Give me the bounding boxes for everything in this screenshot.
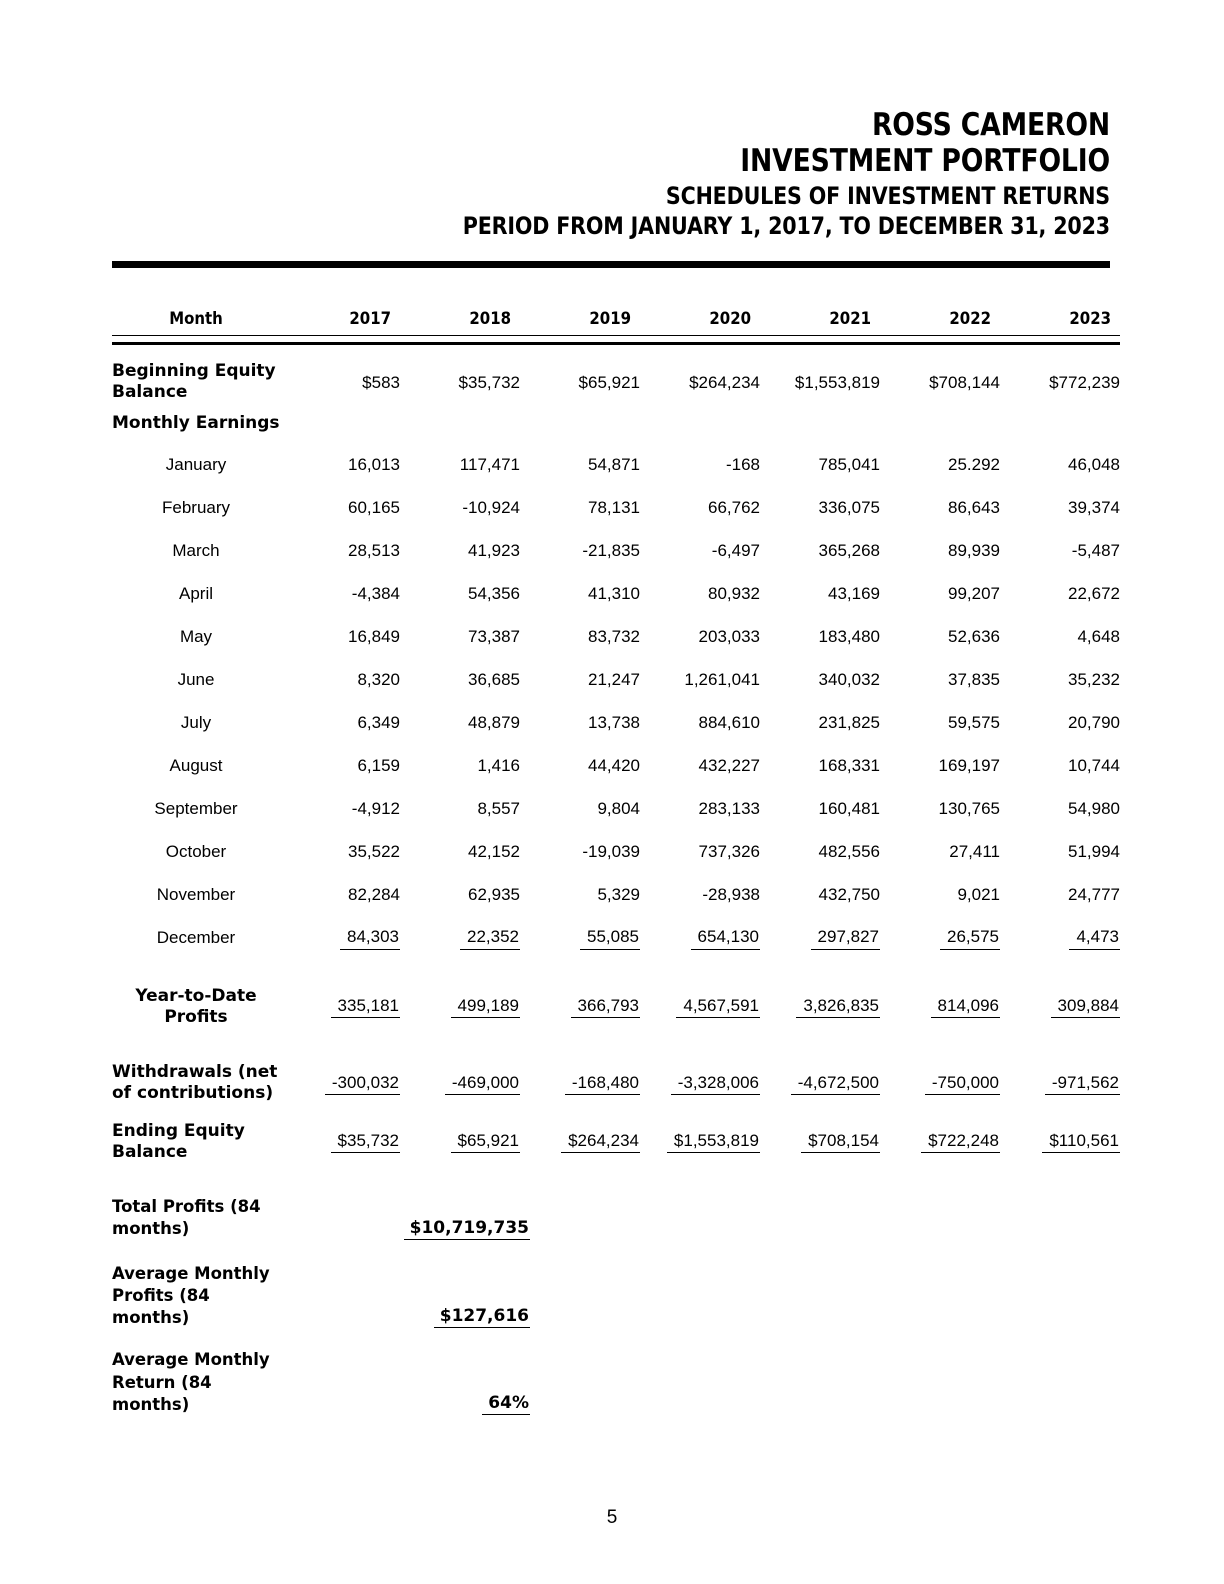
cell-february-2018: -10,924 — [462, 498, 520, 518]
cell-ytd-profits-2017 — [280, 986, 400, 1029]
average-monthly-profits-value: $127,616 — [434, 1306, 530, 1328]
cell-value: -469,000 — [445, 1072, 520, 1095]
summary-totals-block — [112, 1196, 532, 1434]
cell-december-2022 — [880, 917, 1000, 960]
cell-august-2022: 169,197 — [938, 756, 1000, 776]
cell-value: 814,096 — [931, 995, 1000, 1018]
cell-february-2020: 66,762 — [708, 498, 760, 518]
column-header-2017: 2017 — [349, 309, 392, 330]
row-label-line2: of contributions) — [112, 1083, 274, 1104]
cell-value: 26,575 — [940, 926, 1000, 949]
cell-october-2020: 737,326 — [698, 842, 760, 862]
cell-value: $722,248 — [921, 1130, 1000, 1153]
cell-august-2023: 10,744 — [1068, 756, 1120, 776]
cell-value: 366,793 — [571, 995, 640, 1018]
cell-december-2023 — [1000, 917, 1120, 960]
month-label-january: January — [165, 455, 227, 475]
cell-january-2018: 117,471 — [459, 455, 520, 475]
cell-february-2017: 60,165 — [348, 498, 400, 518]
table-row-september — [112, 788, 1120, 831]
cell-value: -750,000 — [925, 1072, 1000, 1095]
cell-march-2020: -6,497 — [711, 541, 760, 561]
month-label-september: September — [154, 799, 238, 819]
cell-value: $65,921 — [451, 1130, 520, 1153]
average-monthly-return-value: 64% — [482, 1393, 530, 1415]
cell-value: -4,672,500 — [791, 1072, 880, 1095]
cell-ending-equity-2017 — [280, 1121, 400, 1164]
cell-value: $35,732 — [331, 1130, 400, 1153]
table-row-withdrawals — [112, 1062, 1120, 1105]
cell-withdrawals-2019 — [520, 1062, 640, 1105]
cell-april-2018: 54,356 — [468, 584, 520, 604]
month-label-june: June — [177, 670, 215, 690]
label-line2: Profits (84 — [112, 1285, 210, 1305]
row-label-ending-equity — [112, 1121, 280, 1164]
cell-may-2021: 183,480 — [818, 627, 880, 647]
cell-ytd-profits-2023 — [1000, 986, 1120, 1029]
cell-october-2017: 35,522 — [348, 842, 400, 862]
cell-withdrawals-2018 — [400, 1062, 520, 1105]
cell-september-2021: 160,481 — [818, 799, 880, 819]
cell-january-2022: 25.292 — [948, 455, 1000, 475]
cell-april-2022: 99,207 — [948, 584, 1000, 604]
table-row-december — [112, 917, 1120, 960]
cell-value: 84,303 — [340, 926, 400, 949]
total-profits-row — [112, 1196, 532, 1241]
spacer — [112, 1105, 1120, 1121]
table-row-february — [112, 487, 1120, 530]
cell-ytd-profits-2019 — [520, 986, 640, 1029]
cell-january-2017: 16,013 — [348, 455, 400, 475]
cell-september-2018: 8,557 — [477, 799, 520, 819]
cell-february-2023: 39,374 — [1068, 498, 1120, 518]
cell-january-2023: 46,048 — [1068, 455, 1120, 475]
total-profits-value-cell — [287, 1218, 532, 1241]
spacer — [112, 345, 1120, 361]
cell-value: -168,480 — [565, 1072, 640, 1095]
cell-withdrawals-2022 — [880, 1062, 1000, 1105]
spacer — [112, 960, 1120, 986]
table-row-april — [112, 573, 1120, 616]
cell-value: 55,085 — [580, 926, 640, 949]
row-label-line2: Profits — [164, 1006, 228, 1027]
cell-november-2018: 62,935 — [468, 885, 520, 905]
table-row-may — [112, 616, 1120, 659]
cell-beginning-equity-2017: $583 — [362, 372, 400, 392]
cell-april-2017: -4,384 — [351, 584, 400, 604]
cell-value: $708,154 — [801, 1130, 880, 1153]
table-row-ytd-profits — [112, 986, 1120, 1029]
cell-withdrawals-2020 — [640, 1062, 760, 1105]
cell-december-2017 — [280, 917, 400, 960]
cell-beginning-equity-2019: $65,921 — [578, 372, 640, 392]
cell-september-2019: 9,804 — [597, 799, 640, 819]
cell-value: 3,826,835 — [796, 995, 880, 1018]
cell-september-2017: -4,912 — [351, 799, 400, 819]
total-profits-label — [112, 1196, 287, 1241]
cell-december-2020 — [640, 917, 760, 960]
cell-october-2019: -19,039 — [582, 842, 640, 862]
cell-june-2018: 36,685 — [468, 670, 520, 690]
cell-october-2023: 51,994 — [1068, 842, 1120, 862]
cell-july-2018: 48,879 — [468, 713, 520, 733]
label-line2: months) — [112, 1219, 190, 1239]
cell-july-2022: 59,575 — [948, 713, 1000, 733]
cell-december-2018 — [400, 917, 520, 960]
month-label-november: November — [156, 885, 236, 905]
cell-may-2017: 16,849 — [348, 627, 400, 647]
cell-beginning-equity-2021: $1,553,819 — [794, 372, 880, 392]
month-label-march: March — [172, 541, 220, 561]
cell-november-2020: -28,938 — [702, 885, 760, 905]
cell-ytd-profits-2022 — [880, 986, 1000, 1029]
cell-value: 297,827 — [811, 926, 880, 949]
row-label-line1: Year-to-Date — [135, 985, 257, 1006]
cell-march-2019: -21,835 — [582, 541, 640, 561]
average-monthly-profits-label — [112, 1263, 287, 1330]
row-label-line1: Withdrawals (net — [112, 1062, 278, 1082]
cell-march-2021: 365,268 — [818, 541, 880, 561]
cell-value: $264,234 — [561, 1130, 640, 1153]
cell-march-2018: 41,923 — [468, 541, 520, 561]
column-header-month: Month — [169, 309, 223, 330]
cell-november-2021: 432,750 — [818, 885, 880, 905]
cell-july-2020: 884,610 — [698, 713, 760, 733]
cell-october-2022: 27,411 — [949, 842, 1000, 862]
period-subtitle: PERIOD FROM JANUARY 1, 2017, TO DECEMBER 31, 2023 — [462, 211, 1110, 240]
cell-value: 4,473 — [1069, 926, 1120, 949]
header-rule — [112, 261, 1110, 268]
cell-value: 654,130 — [691, 926, 760, 949]
portfolio-title: INVESTMENT PORTFOLIO — [740, 142, 1110, 179]
cell-april-2023: 22,672 — [1068, 584, 1120, 604]
section-label-monthly-earnings: Monthly Earnings — [112, 412, 280, 433]
table-row-august — [112, 745, 1120, 788]
cell-september-2022: 130,765 — [938, 799, 1000, 819]
cell-july-2017: 6,349 — [357, 713, 400, 733]
cell-may-2020: 203,033 — [698, 627, 760, 647]
cell-ending-equity-2019 — [520, 1121, 640, 1164]
cell-beginning-equity-2023: $772,239 — [1049, 372, 1120, 392]
cell-november-2022: 9,021 — [957, 885, 1000, 905]
row-label-beginning-equity — [112, 361, 280, 404]
cell-november-2019: 5,329 — [597, 885, 640, 905]
cell-ending-equity-2021 — [760, 1121, 880, 1164]
cell-value: -3,328,006 — [671, 1072, 760, 1095]
row-label-line1: Beginning Equity — [112, 361, 276, 381]
label-line1: Average Monthly — [112, 1263, 270, 1283]
cell-april-2019: 41,310 — [588, 584, 640, 604]
cell-withdrawals-2017 — [280, 1062, 400, 1105]
total-profits-value: $10,719,735 — [404, 1218, 530, 1240]
cell-july-2023: 20,790 — [1068, 713, 1120, 733]
cell-september-2020: 283,133 — [698, 799, 760, 819]
cell-may-2019: 83,732 — [588, 627, 640, 647]
cell-july-2019: 13,738 — [588, 713, 640, 733]
cell-value: 309,884 — [1051, 995, 1120, 1018]
month-label-august: August — [169, 756, 223, 776]
column-header-2019: 2019 — [589, 309, 632, 330]
cell-june-2021: 340,032 — [818, 670, 880, 690]
table-row-october — [112, 831, 1120, 874]
cell-february-2019: 78,131 — [588, 498, 640, 518]
cell-march-2022: 89,939 — [948, 541, 1000, 561]
cell-value: -300,032 — [325, 1072, 400, 1095]
header-double-rule — [112, 335, 1120, 345]
cell-december-2019 — [520, 917, 640, 960]
cell-march-2023: -5,487 — [1071, 541, 1120, 561]
entity-name: ROSS CAMERON — [871, 107, 1110, 143]
cell-value: 335,181 — [331, 995, 400, 1018]
document-header — [112, 108, 1110, 241]
label-line2: Return (84 — [112, 1372, 212, 1392]
cell-beginning-equity-2018: $35,732 — [458, 372, 520, 392]
cell-march-2017: 28,513 — [348, 541, 400, 561]
cell-january-2019: 54,871 — [588, 455, 640, 475]
cell-value: -971,562 — [1045, 1072, 1120, 1095]
cell-april-2020: 80,932 — [708, 584, 760, 604]
cell-june-2023: 35,232 — [1068, 670, 1120, 690]
table-row-june — [112, 659, 1120, 702]
cell-july-2021: 231,825 — [818, 713, 880, 733]
average-monthly-profits-row — [112, 1263, 532, 1330]
table-row-beginning-equity — [112, 361, 1120, 404]
cell-june-2020: 1,261,041 — [684, 670, 760, 690]
average-monthly-return-row — [112, 1349, 532, 1416]
investment-returns-table — [112, 305, 1120, 1163]
cell-value: 22,352 — [460, 926, 520, 949]
cell-december-2021 — [760, 917, 880, 960]
schedule-subtitle: SCHEDULES OF INVESTMENT RETURNS — [665, 181, 1110, 210]
cell-february-2022: 86,643 — [948, 498, 1000, 518]
cell-ending-equity-2023 — [1000, 1121, 1120, 1164]
row-label-line2: Balance — [112, 382, 188, 403]
average-monthly-return-label — [112, 1349, 287, 1416]
cell-june-2017: 8,320 — [357, 670, 400, 690]
cell-ending-equity-2018 — [400, 1121, 520, 1164]
cell-value: $110,561 — [1042, 1130, 1120, 1153]
month-label-may: May — [179, 627, 213, 647]
page-number: 5 — [606, 1507, 618, 1528]
cell-january-2021: 785,041 — [818, 455, 880, 475]
cell-ending-equity-2022 — [880, 1121, 1000, 1164]
column-header-2020: 2020 — [709, 309, 752, 330]
row-label-ytd-profits — [112, 986, 280, 1029]
table-row-ending-equity — [112, 1121, 1120, 1164]
table-row-november — [112, 874, 1120, 917]
row-label-line2: Balance — [112, 1141, 188, 1162]
label-line3: months) — [112, 1394, 190, 1414]
cell-august-2017: 6,159 — [357, 756, 400, 776]
cell-ytd-profits-2018 — [400, 986, 520, 1029]
cell-value: 4,567,591 — [676, 995, 760, 1018]
month-label-april: April — [178, 584, 213, 604]
label-line1: Average Monthly — [112, 1350, 270, 1370]
table-row-monthly-earnings-heading — [112, 404, 1120, 444]
cell-november-2023: 24,777 — [1068, 885, 1120, 905]
cell-june-2022: 37,835 — [948, 670, 1000, 690]
cell-may-2022: 52,636 — [948, 627, 1000, 647]
row-label-line1: Ending Equity — [112, 1120, 245, 1141]
cell-august-2018: 1,416 — [477, 756, 520, 776]
cell-beginning-equity-2022: $708,144 — [929, 372, 1000, 392]
cell-beginning-equity-2020: $264,234 — [689, 372, 760, 392]
cell-april-2021: 43,169 — [828, 584, 880, 604]
column-header-2022: 2022 — [949, 309, 992, 330]
column-header-2023: 2023 — [1069, 309, 1112, 330]
spacer — [112, 1028, 1120, 1062]
month-label-october: October — [165, 842, 227, 862]
month-label-july: July — [180, 713, 212, 733]
month-label-february: February — [161, 498, 231, 518]
cell-value: $1,553,819 — [667, 1130, 760, 1153]
cell-ytd-profits-2021 — [760, 986, 880, 1029]
cell-withdrawals-2021 — [760, 1062, 880, 1105]
column-header-2018: 2018 — [469, 309, 512, 330]
average-monthly-return-value-cell — [287, 1393, 532, 1416]
cell-ytd-profits-2020 — [640, 986, 760, 1029]
table-row-july — [112, 702, 1120, 745]
label-line1: Total Profits (84 — [112, 1197, 261, 1216]
cell-august-2021: 168,331 — [818, 756, 880, 776]
cell-withdrawals-2023 — [1000, 1062, 1120, 1105]
month-label-december: December — [156, 928, 236, 948]
cell-august-2019: 44,420 — [588, 756, 640, 776]
cell-october-2021: 482,556 — [818, 842, 880, 862]
cell-may-2018: 73,387 — [468, 627, 520, 647]
table-row-march — [112, 530, 1120, 573]
cell-november-2017: 82,284 — [348, 885, 400, 905]
row-label-withdrawals — [112, 1062, 280, 1105]
cell-june-2019: 21,247 — [588, 670, 640, 690]
cell-august-2020: 432,227 — [698, 756, 760, 776]
cell-value: 499,189 — [451, 995, 520, 1018]
table-header-row — [112, 305, 1120, 335]
cell-ending-equity-2020 — [640, 1121, 760, 1164]
column-header-2021: 2021 — [829, 309, 872, 330]
label-line3: months) — [112, 1308, 190, 1328]
average-monthly-profits-value-cell — [287, 1306, 532, 1329]
cell-september-2023: 54,980 — [1068, 799, 1120, 819]
table-row-january — [112, 444, 1120, 487]
cell-october-2018: 42,152 — [468, 842, 520, 862]
cell-february-2021: 336,075 — [818, 498, 880, 518]
cell-may-2023: 4,648 — [1077, 627, 1120, 647]
cell-january-2020: -168 — [725, 455, 760, 475]
